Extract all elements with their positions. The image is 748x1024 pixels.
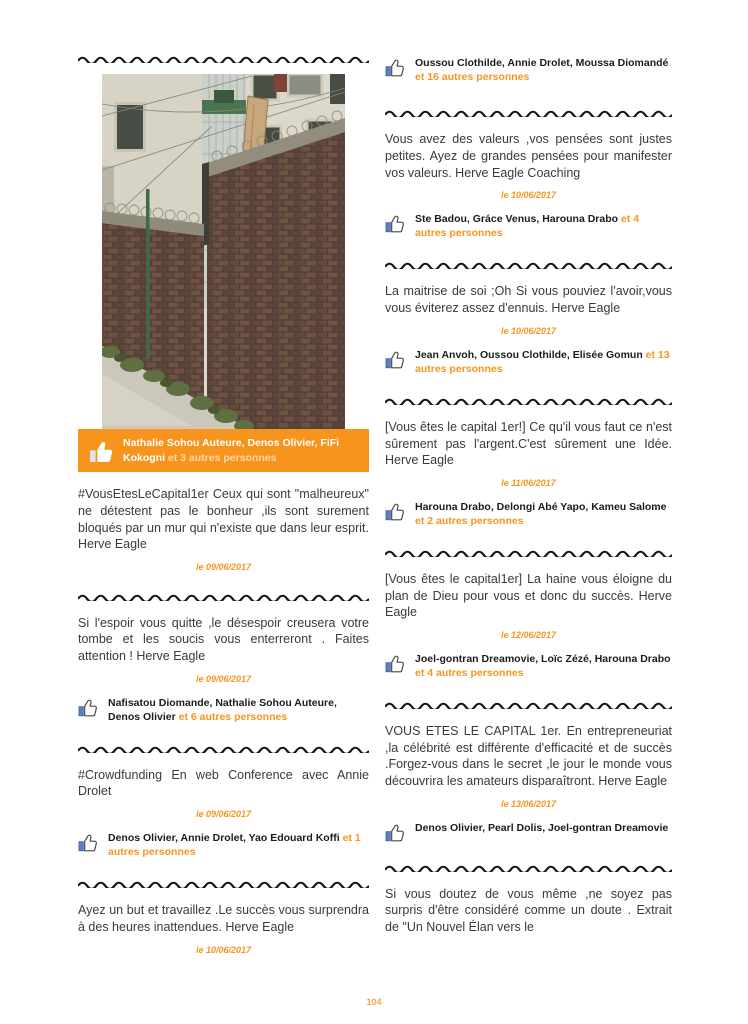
likes-row <box>385 652 672 680</box>
thumbs-up-icon <box>88 440 114 463</box>
post-date: le 10/06/2017 <box>500 190 557 201</box>
wavy-divider <box>385 550 672 557</box>
post-text: La maitrise de soi ;Oh Si vous pouviez l'avoir,vous vous éviterez assez d'ennuis. Herve Eagle <box>385 284 672 316</box>
post-date: le 11/06/2017 <box>501 477 556 488</box>
liked-by-names: Harouna Drabo, Delongi Abé Yapo, Kameu Salome <box>415 500 667 513</box>
post-date: le 13/06/2017 <box>500 798 557 809</box>
liked-by <box>415 500 672 528</box>
liked-by-names: Oussou Clothilde, Annie Drolet, Moussa Diomandé <box>415 57 669 69</box>
likes-more-count: et 6 autres personnes <box>178 710 288 723</box>
likes-more-count: et 3 autres personnes <box>167 451 277 464</box>
likes-row <box>385 212 672 240</box>
liked-by <box>415 821 668 835</box>
post-text: Ayez un but et travaillez .Le succès vous surprendra à des heures inattendues. Herve Eagle <box>78 903 369 934</box>
liked-by <box>415 212 672 240</box>
thumbs-up-icon <box>385 823 406 843</box>
photo-brick-wall <box>102 74 345 429</box>
likes-more-count: et 2 autres personnes <box>415 514 524 527</box>
likes-row <box>78 696 369 724</box>
left-column <box>78 50 369 955</box>
likes-more-count: et 4 autres personnes <box>415 667 524 680</box>
liked-by-names: Ste Badou, Gráce Venus, Harouna Drabo <box>415 213 619 226</box>
likes-row <box>385 500 672 528</box>
likes-more-count: et 13 autres personnes <box>415 348 670 375</box>
wavy-divider <box>78 881 369 888</box>
post-text: Si vous doutez de vous même ,ne soyez pas surpris d'être considéré comme un doute . Extrait de "Un Nouvel Élan vers le <box>385 886 672 934</box>
liked-by-names: Denos Olivier, Annie Drolet, Yao Edouard Koffi <box>108 832 340 845</box>
post-date: le 12/06/2017 <box>500 629 557 640</box>
wavy-divider <box>78 594 369 601</box>
thumbs-up-icon <box>78 698 99 718</box>
liked-by <box>108 831 369 859</box>
post-text: [Vous êtes le capital1er] La haine vous éloigne du plan de Dieu pour vous et donc du succès. Herve Eagle <box>385 572 672 620</box>
wavy-divider <box>78 746 369 753</box>
post-date: le 10/06/2017 <box>500 325 557 336</box>
thumbs-up-icon <box>385 214 406 234</box>
wavy-divider <box>385 865 672 872</box>
post-text: Vous avez des valeurs ,vos pensées sont justes petites. Ayez de grandes pensées pour manifester vos valeurs. Herve Eagle Coaching <box>385 132 672 180</box>
post-text: #VousEtesLeCapital1er Ceux qui sont "malheureux" ne détestent pas le bonheur ,ils sont surement bloqués par un mur qui n'existe que dans leur esprit. Herve Eagle <box>78 487 369 552</box>
photo-liked-by <box>123 436 359 465</box>
post-text: [Vous êtes le capital 1er!] Ce qu'il vous faut ce n'est sûrement pas l'argent.C'est sûrement une Idée. Herve Eagle <box>385 420 672 468</box>
liked-by-names: Joel-gontran Dreamovie, Loïc Zézé, Harouna Drabo <box>415 652 671 665</box>
likes-row <box>385 56 672 84</box>
liked-by-names: Nafisatou Diomande, Nathalie Sohou Auteure, Denos Olivier <box>108 696 337 723</box>
wavy-divider <box>385 398 672 405</box>
post-text: #Crowdfunding En web Conference avec Annie Drolet <box>78 767 369 799</box>
likes-row <box>385 821 672 843</box>
page-number: 104 <box>366 997 382 1007</box>
thumbs-up-icon <box>385 502 406 522</box>
likes-more-count: et 4 autres personnes <box>415 213 640 240</box>
wavy-divider <box>385 110 672 117</box>
liked-by <box>415 652 672 680</box>
post-date: le 09/06/2017 <box>195 673 252 684</box>
right-column <box>385 56 672 935</box>
wavy-divider <box>78 56 369 63</box>
liked-by-names: Nathalie Sohou Auteure, Denos Olivier, FiFi Kokogni <box>123 437 340 464</box>
wavy-divider <box>385 262 672 269</box>
thumbs-up-icon <box>385 58 406 78</box>
thumbs-up-icon <box>385 350 406 370</box>
liked-by <box>415 56 672 84</box>
post-date: le 10/06/2017 <box>195 944 252 955</box>
post-text: Si l'espoir vous quitte ,le désespoir creusera votre tombe et les soucis vous enterreront . Faites attention ! Herve Eagle <box>78 615 369 663</box>
liked-by-names: Denos Olivier, Pearl Dolis, Joel-gontran Dreamovie <box>415 821 669 834</box>
likes-row <box>385 348 672 376</box>
wavy-divider <box>385 702 672 709</box>
post-date: le 09/06/2017 <box>195 561 252 572</box>
thumbs-up-icon <box>78 833 99 853</box>
likes-more-count: et 16 autres personnes <box>415 71 530 84</box>
liked-by <box>415 348 672 376</box>
post-date: le 09/06/2017 <box>195 809 252 820</box>
thumbs-up-icon <box>385 654 406 674</box>
photo-likes-banner <box>78 429 369 472</box>
liked-by-names: Jean Anvoh, Oussou Clothilde, Elisée Gomun <box>415 348 643 361</box>
post-text: VOUS ETES LE CAPITAL 1er. En entrepreneuriat ,la célébrité est différente d'efficacité et de succès .Forgez-vous dans le secret ,le jour le monde vous découvrira les amateurs disparaîtront. Herve Eagle <box>385 724 672 789</box>
likes-row <box>78 831 369 859</box>
liked-by <box>108 696 369 724</box>
likes-more-count: et 1 autres personnes <box>108 832 361 859</box>
